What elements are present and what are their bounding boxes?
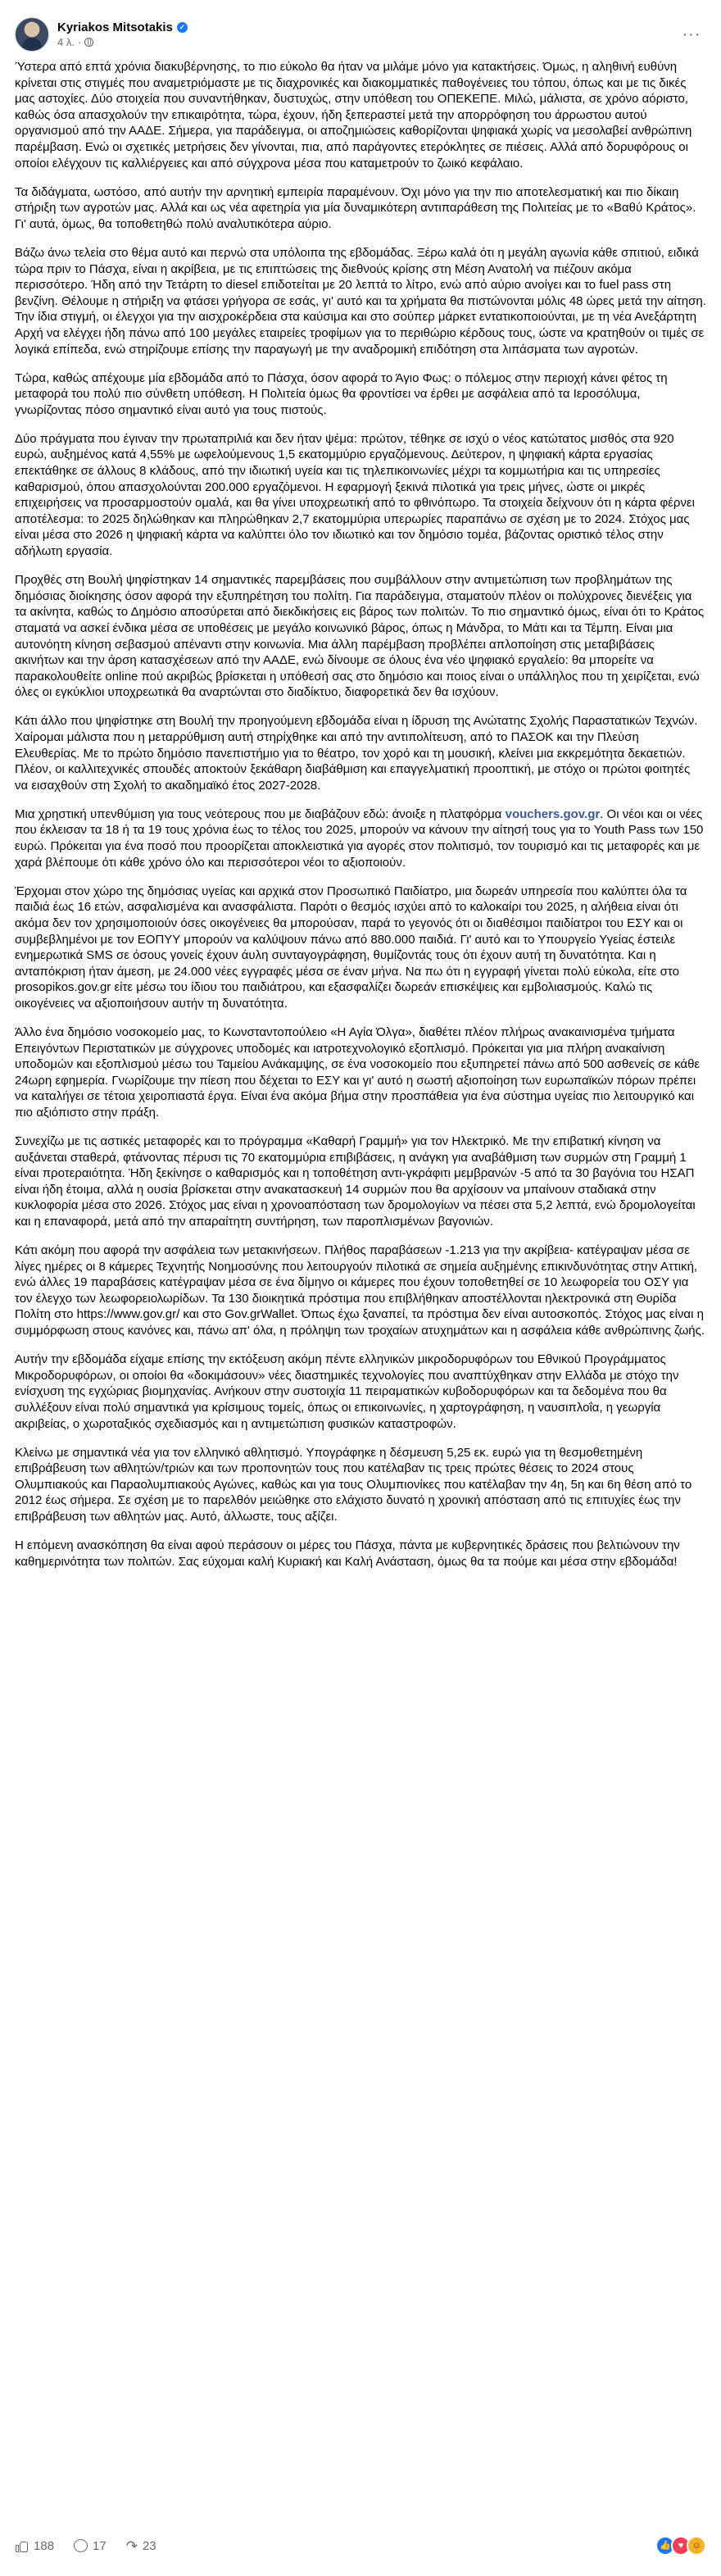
avatar[interactable] [15,17,49,52]
post-paragraph: Συνεχίζω με τις αστικές μεταφορές και το πρόγραμμα «Καθαρή Γραμμή» για τον Ηλεκτρικό. Με την επιβατική κίνηση να αυξάνεται σταθερά, φτάνοντας πέρυσι τις 70 εκατομμύρια επιβιβάσεις, η ανάγκη για αναβάθμιση των συρμών στη Γραμμή 1 είναι προτεραιότητα. Ήδη ξεκίνησε ο καθαρισμός και η τοποθέτηση αντι-γκράφιτι μεμβρανών -5 από τα 30 βαγόνια του ΗΣΑΠ είναι ήδη έτοιμα, αλλά η ουσία βρίσκεται στην ανακατασκευή 14 συρμών που θα αρχίσουν να μπαίνουν σταδιακά στην κυκλοφορία μέσα στο 2026. Στόχος μας είναι η χρονοαπόσταση των δρομολογίων να πέσει στα 5,2 λεπτά, ενώ δρομολογείται και η επαναφορά, μετά από την απαραίτητη συντήρηση, των παροπλισμένων βαγονιών. [15,1134,699,1229]
post-paragraph: Κλείνω με σημαντικά νέα για τον ελληνικό αθλητισμό. Υπογράφηκε η δέσμευση 5,25 εκ. ευρώ για τη θεσμοθετημένη επιβράβευση των αθλητών/τριών και των προπονητών τους που κατέλαβαν τις τρεις πρώτες θέσεις το 2024 στους Ολυμπιακούς και Παραολυμπιακούς Αγώνες, καθώς και για τους Ολυμπιονίκες που κατέλαβαν την 4η, 5η και 6η θέση από το 2012 έως σήμερα. Σε σχέση με το παρελθόν μειώθηκε στο ελάχιστο δυνατό η χρονική απόσταση από τις επιτυχίες έως την επιβράβευση των αθλητών μας. Αυτό, άλλωστε, τους αξίζει. [15,1445,696,1524]
post-stats-bar [15,2533,706,2559]
inline-link[interactable]: vouchers.gov.gr [505,806,601,821]
post-paragraph: Αυτήν την εβδομάδα είχαμε επίσης την εκτόξευση ακόμη πέντε ελληνικών μικροδορυφόρων του Εθνικού Προγράμματος Μικροδορυφόρων, οι οποίοι θα «δοκιμάσουν» νέες διαστημικές τεχνολογίες που αναπτύχθηκαν στην Ελλάδα με στόχο την ενίσχυση της εγχώριας βιομηχανίας. Ανήκουν στην συστοιχία 11 πειραματικών κυβοδορυφόρων και τα δεδομένα που θα συλλέξουν είναι πολύ σημαντικά για κρίσιμους τομείς, όπως οι επικοινωνίες, η χαρτογράφηση, η ναυσιπλοΐα, η γεωργία ακριβείας, ο χωροταξικός σχεδιασμός και η αντιμετώπιση φυσικών καταστροφών. [15,1352,682,1431]
verified-badge-icon: ✓ [177,22,188,33]
post-paragraph: Η επόμενη ανασκόπηση θα είναι αφού περάσουν οι μέρες του Πάσχα, πάντα με κυβερνητικές δράσεις που βελτιώνουν την καθημερινότητα των πολιτών. Σας εύχομαι καλή Κυριακή και Καλή Ανάσταση, όμως θα τα πούμε και μέσα στην εβδομάδα! [15,1538,683,1569]
globe-icon [84,38,93,47]
post-paragraph: Άλλο ένα δημόσιο νοσοκομείο μας, το Κωνσταντοπούλειο «Η Αγία Όλγα», διαθέτει πλέον πλήρως ανακαινισμένα τμήματα Επειγόντων Περιστατικών με σύγχρονες υποδομές και ιατροτεχνολογικό εξοπλισμό. Πρόκειται για μια πλήρη ανακαίνιση υποδομών και εξοπλισμού μέσω του Ταμείου Ανάκαμψης, σε ένα νοσοκομείο που εξυπηρετεί πάνω από 500 ασθενείς σε κάθε 24ωρη εφημερία. Γνωρίζουμε την πίεση που δέχεται το ΕΣΥ και γι' αυτό η σωστή αξιοποίηση των ευρωπαϊκών πόρων πρέπει να καταλήγει σε τέτοια χειροπιαστά έργα. Είναι ένα ακόμα βήμα στην προσπάθεια για ένα σύστημα υγείας πιο λειτουργικό και πιο αξιόπιστο στην πράξη. [15,1024,704,1120]
post-paragraph: Δύο πράγματα που έγιναν την πρωταπριλιά και δεν ήταν ψέμα: πρώτον, τέθηκε σε ισχύ ο νέος κατώτατος μισθός στα 920 ευρώ, αυξημένος κατά 4,55% με ωφελούμενους 1,5 εκατομμύριο εργαζόμενους. Δεύτερον, η ψηφιακή κάρτα εργασίας επεκτάθηκε σε άλλους 8 κλάδους, από την ιδιωτική υγεία και τις τηλεπικοινωνίες μέχρι τα κομμωτήρια και τις υπηρεσίες καθαρισμού, όπου απασχολούνται 200.000 εργαζόμενοι. Η εφαρμογή ξεκινά πιλοτικά για τρεις μήνες, ώστε οι μικρές επιχειρήσεις να προσαρμοστούν ομαλά, και θα γίνει υποχρεωτική από το φθινόπωρο. Τα στοιχεία δείχνουν ότι η κάρτα φέρνει αποτέλεσμα: το 2025 δηλώθηκαν και πληρώθηκαν 2,7 εκατομμύρια υπερωρίες παραπάνω σε σχέση με το 2024. Στόχος μας είναι μέσα στο 2026 η ψηφιακή κάρτα να καλύπτει όλο τον ιδιωτικό και τον δημόσιο τομέα, βάζοντας οριστικό τέλος στην αδήλωτη εργασία. [15,431,699,559]
share-icon: ↷ [125,2537,138,2554]
post-body [15,59,710,1570]
author-row [57,20,677,34]
post-paragraph: Κάτι ακόμη που αφορά την ασφάλεια των μετακινήσεων. Πλήθος παραβάσεων -1.213 για την ακρίβεια- κατέγραψαν μέσα σε λίγες ημέρες οι 8 κάμερες Τεχνητής Νοημοσύνης που λειτουργούν πιλοτικά σε σημεία αυξημένης επικινδυνότητας στην Αττική, ενώ άλλες 19 παραβάσεις κατέγραψαν μέσα σε ένα δίμηνο οι κάμερες που έχουν τοποθετηθεί σε 10 λεωφορεία του ΟΣΥ για τον έλεγχο των λεωφορειολωρίδων. Τα 130 διοικητικά πρόστιμα που επιβλήθηκαν αποστέλλονται ηλεκτρονικά στη Θυρίδα Πολίτη στο https://www.gov.gr/ και στο Gov.grWallet. Όπως έχω ξαναπεί, τα πρόστιμα δεν είναι αυτοσκοπός. Στόχος μας είναι η συμμόρφωση στους κανόνες και, πάνω απ' όλα, η πρόληψη των τροχαίων ατυχημάτων και η ασφάλεια κάθε ανθρώπινης ζωής. [15,1243,708,1338]
post-paragraph: Προχθές στη Βουλή ψηφίστηκαν 14 σημαντικές παρεμβάσεις που συμβάλλουν στην αντιμετώπιση των προβλημάτων της δημόσιας διοίκησης όσον αφορά την εξυπηρέτηση του πολίτη. Για παράδειγμα, σταματούν πλέον οι πολύχρονες διενέξεις για τα ακίνητα, καθώς το Δημόσιο αποσύρεται από διεκδικήσεις εις βάρος των πολιτών. Το πιο σημαντικό όμως, είναι ότι το Κράτος σταματά να ασκεί ένδικα μέσα σε υποθέσεις με μεγάλο κοινωνικό βάρος, όπως η Μάνδρα, το Μάτι και τα Τέμπη. Είναι μια αυτονόητη κίνηση σεβασμού απέναντι στην κοινωνία. Μια άλλη παρέμβαση προβλέπει απλοποίηση στις μεταβιβάσεις ακινήτων και την άρση κατασχέσεων από την ΑΑΔΕ, ενώ δίνουμε σε όλους ένα νέο ψηφιακό εργαλείο: θα μπορείτε να παρακολουθείτε online πού ακριβώς βρίσκεται η υπόθεσή σας στο δημόσιο και ποιος είναι ο υπάλληλος που τη χειρίζεται, ενώ όλες οι εγκύκλιοι υποχρεωτικά θα αναρτώνται στο διαδίκτυο, διαφορετικά δεν θα ισχύουν. [15,573,708,700]
share-stat[interactable] [126,2539,156,2553]
post-meta: 4 λ. · [57,36,677,48]
comment-stat[interactable] [74,2539,107,2553]
share-count: 23 [142,2538,156,2553]
post-header [15,11,706,57]
author-block [57,20,677,48]
post-paragraph: Έρχομαι στον χώρο της δημόσιας υγείας και αρχικά στον Προσωπικό Παιδίατρο, μια δωρεάν υπηρεσία που καλύπτει όλα τα παιδιά έως 16 ετών, ασφαλισμένα και ανασφάλιστα. Παρότι ο θεσμός ισχύει από το καλοκαίρι του 2025, η αλήθεια είναι ότι ακόμα δεν τον χρησιμοποιούν όσες οικογένειες θα μπορούσαν, παρά το γεγονός ότι οι διαθέσιμοι παιδίατροι του ΕΣΥ και οι συμβεβλημένοι με τον ΕΟΠΥΥ μπορούν να καλύψουν πάνω από 880.000 παιδιά. Γι' αυτό και το Υπουργείο Υγείας έστειλε ενημερωτικά SMS σε όσους γονείς έχουν άυλη συνταγογράφηση, θυμίζοντάς τους ότι έχουν αυτή τη δυνατότητα. Και η ανταπόκριση ήταν άμεση, με 24.000 νέες εγγραφές μέσα σε έναν μήνα. Να πω ότι η εγγραφή γίνεται πολύ εύκολα, είτε στο prosopikos.gov.gr είτε μέσω του ίδιου του παιδιάτρου, και εξασφαλίζει δωρεάν επισκέψεις και εμβολιασμούς. Καλώ τις οικογένειες να αξιοποιήσουν αυτήν τη δυνατότητα. [15,884,691,1011]
like-icon [15,2539,29,2553]
like-reaction-icon: 👍 [655,2536,675,2556]
post-paragraph: Ύστερα από επτά χρόνια διακυβέρνησης, το πιο εύκολο θα ήταν να μιλάμε μόνο για κατακτήσεις. Όμως, η αληθινή ευθύνη κρίνεται στις στιγμές που αναμετριόμαστε με τις διαχρονικές και διακομματικές παθογένειες του τόπου, όπως και με τις δικές μας αστοχίες. Δύο στοιχεία που συναντήθηκαν, δυστυχώς, στην υπόθεση του ΟΠΕΚΕΠΕ. Μιλώ, μάλιστα, σε χρόνο αόριστο, καθώς όσα απασχολούν την επικαιρότητα, τώρα, έχουν, ήδη ξεπεραστεί μετά την απορρόφηση του άρρωστου αυτού οργανισμού από την ΑΑΔΕ. Σήμερα, για παράδειγμα, οι αποζημιώσεις καθορίζονται ψηφιακά χωρίς να μεσολαβεί ανθρώπινη παρέμβαση. Ενώ οι σχετικές μετρήσεις δεν γίνονται, πια, από παράγοντες ετερόκλητες σε πιέσεις. Αλλά από δορυφόρους οι οποίοι ελέγχουν τις καλλιέργειες και από σύγχρονα μέσα που καταμετρούν το ζωικό κεφάλαιο. [15,60,696,170]
post-paragraph: Τώρα, καθώς απέχουμε μία εβδομάδα από το Πάσχα, όσον αφορά το Άγιο Φως: ο πόλεμος στην περιοχή κάνει φέτος τη μεταφορά του πολύ πιο σύνθετη υπόθεση. Η Πολιτεία όμως θα φροντίσει να έρθει με ασφάλεια από τα Ιεροσόλυμα, γνωρίζοντας πόσο σημαντικό είναι αυτό για τους πιστούς. [15,370,671,417]
haha-reaction-icon: ☺ [687,2536,706,2556]
reaction-icons[interactable] [660,2536,706,2556]
post-paragraph: Τα διδάγματα, ωστόσο, από αυτήν την αρνητική εμπειρία παραμένουν. Όχι μόνο για την πιο αποτελεσματική και πιο δίκαιη στήριξη των αγροτών μας. Αλλά και ως νέα αφετηρία για μία δυναμικότερη αντιπαράθεση της Πολιτείας με το «Βαθύ Κράτος». Γι' αυτά, όμως, θα τοποθετηθώ πολύ αναλυτικότερα αύριο. [15,184,700,231]
author-name[interactable]: Kyriakos Mitsotakis [57,20,173,34]
more-options-button[interactable]: ··· [682,25,701,43]
comment-count: 17 [93,2538,107,2553]
post-paragraph: Βάζω άνω τελεία στο θέμα αυτό και περνώ στα υπόλοιπα της εβδομάδας. Ξέρω καλά ότι η μεγάλη αγωνία κάθε σπιτιού, ειδικά τώρα πριν το Πάσχα, είναι η ακρίβεια, με τις επιπτώσεις της διεθνούς κρίσης στη Μέση Ανατολή να πιέζουν ακόμα περισσότερο. Ήδη από την Τετάρτη το diesel επιδοτείται με 20 λεπτά το λίτρο, ενώ από αύριο ανοίγει και το fuel pass στη βενζίνη. Θέλουμε η στήριξη να φτάσει γρήγορα σε εσάς, γι' αυτό και τα χρήματα θα πιστώνονται μόλις 48 ώρες μετά την αίτηση. Την ίδια στιγμή, οι έλεγχοι για την αισχροκέρδεια στα καύσιμα και στο σούπερ μάρκετ εντατικοποιούνται, με τη νέα Ανεξάρτητη Αρχή να ελέγχει ήδη πάνω από 100 μεγάλες εταιρείες τροφίμων για το περιθώριο κέρδους τους, ώστε να κρατηθούν οι τιμές σε λογικά επίπεδα, ενώ στηρίζουμε επίσης την παραγωγή με την αναδρομική επιδότηση στα λιπάσματα των αγροτών. [15,245,710,357]
post-paragraph: Κάτι άλλο που ψηφίστηκε στη Βουλή την προηγούμενη εβδομάδα είναι η ίδρυση της Ανώτατης Σχολής Παραστατικών Τεχνών. Χαίρομαι μάλιστα που η μεταρρύθμιση αυτή στηρίχθηκε και από την αντιπολίτευση, από το ΠΑΣΟΚ και την Πλεύση Ελευθερίας. Με το πρώτο δημόσιο πανεπιστήμιο για το θέατρο, τον χορό και τη μουσική, κλείνει μια εκκρεμότητα δεκαετιών. Πλέον, οι καλλιτεχνικές σπουδές αποκτούν ξεκάθαρη διαβάθμιση και επαγγελματική προοπτική, με στόχο οι πρώτοι φοιτητές να εισαχθούν στη Σχολή το ακαδημαϊκό έτος 2027-2028. [15,714,701,793]
love-reaction-icon: ♥ [671,2536,691,2556]
post-paragraph: Μια χρηστική υπενθύμιση για τους νεότερους που με διαβάζουν εδώ: άνοιξε η πλατφόρμα vouchers.gov.gr. Οι νέοι και οι νέες που έκλεισαν τα 18 ή τα 19 τους χρόνια έως το τέλος του 2025, μπορούν να κάνουν την αίτησή τους για το Youth Pass των 150 ευρώ. Πρόκειται για ένα ποσό που προορίζεται αποκλειστικά για αγορές στον πολιτισμό, τον τουρισμό και τις μεταφορές και με χαρά βλέπουμε ότι κάθε χρόνο όλο και περισσότεροι νέοι το αξιοποιούν. [15,806,707,870]
like-count: 188 [34,2538,55,2553]
comment-icon [74,2539,88,2552]
like-stat[interactable] [15,2539,54,2553]
post-time[interactable]: 4 λ. [57,36,75,48]
